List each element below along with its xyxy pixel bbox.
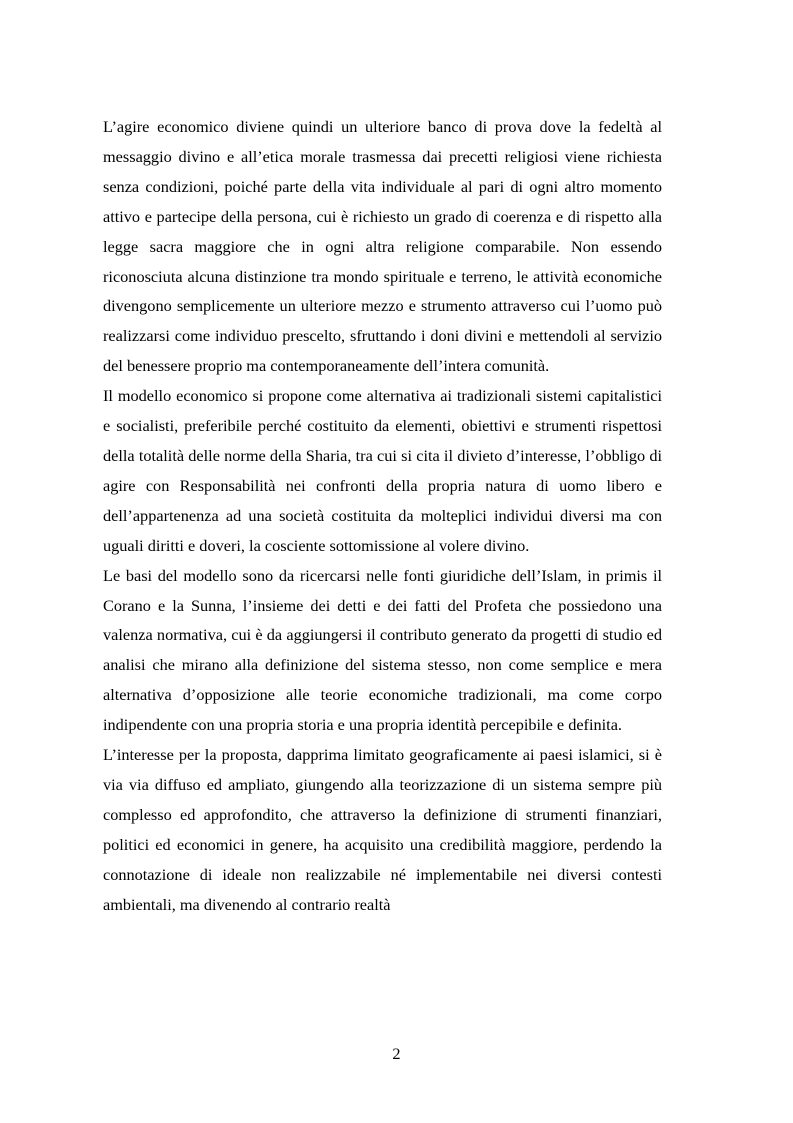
page-number: 2 [392, 1044, 401, 1063]
document-body [103, 112, 662, 919]
paragraph-model-foundations: Le basi del modello sono da ricercarsi nelle fonti giuridiche dell’Islam, in primis il Corano e la Sunna, l’insieme dei detti e dei fatti del Profeta che possiedono una valenza normativa, cui è da aggiungersi il contributo generato da progetti di studio ed analisi che mirano alla definizione del sistema stesso, non come semplice e mera alternativa d’opposizione alle teorie economiche tradizionali, ma come corpo indipendente con una propria storia e una propria identità percepibile e definita. [103, 565, 662, 735]
paragraph-economic-action: L’agire economico diviene quindi un ulteriore banco di prova dove la fedeltà al messaggio divino e all’etica morale trasmessa dai precetti religiosi viene richiesta senza condizioni, poiché parte della vita individuale al pari di ogni altro momento attivo e partecipe della persona, cui è richiesto un grado di coerenza e di rispetto alla legge sacra maggiore che in ogni altra religione comparabile. Non essendo riconosciuta alcuna distinzione tra mondo spirituale e terreno, le attività economiche divengono semplicemente un ulteriore mezzo e strumento attraverso cui l’uomo può realizzarsi come individuo prescelto, sfruttando i doni divini e mettendoli al servizio del benessere proprio ma contemporaneamente dell’intera comunità. [103, 117, 662, 376]
paragraph-economic-model: Il modello economico si propone come alternativa ai tradizionali sistemi capitalistici e socialisti, preferibile perché costituito da elementi, obiettivi e strumenti rispettosi della totalità delle norme della Sharia, tra cui si cita il divieto d’interesse, l’obbligo di agire con Responsabilità nei confronti della propria natura di uomo libero e dell’appartenenza ad una società costituita da molteplici individui diversi ma con uguali diritti e doveri, la cosciente sottomissione al volere divino. [103, 386, 662, 555]
paragraph-interest-spread: L’interesse per la proposta, dapprima limitato geograficamente ai paesi islamici, si è via via diffuso ed ampliato, giungendo alla teorizzazione di un sistema sempre più complesso ed approfondito, che attraverso la definizione di strumenti finanziari, politici ed economici in genere, ha acquisito una credibilità maggiore, perdendo la connotazione di ideale non realizzabile né implementabile nei diversi contesti ambientali, ma divenendo al contrario realtà [103, 745, 662, 914]
